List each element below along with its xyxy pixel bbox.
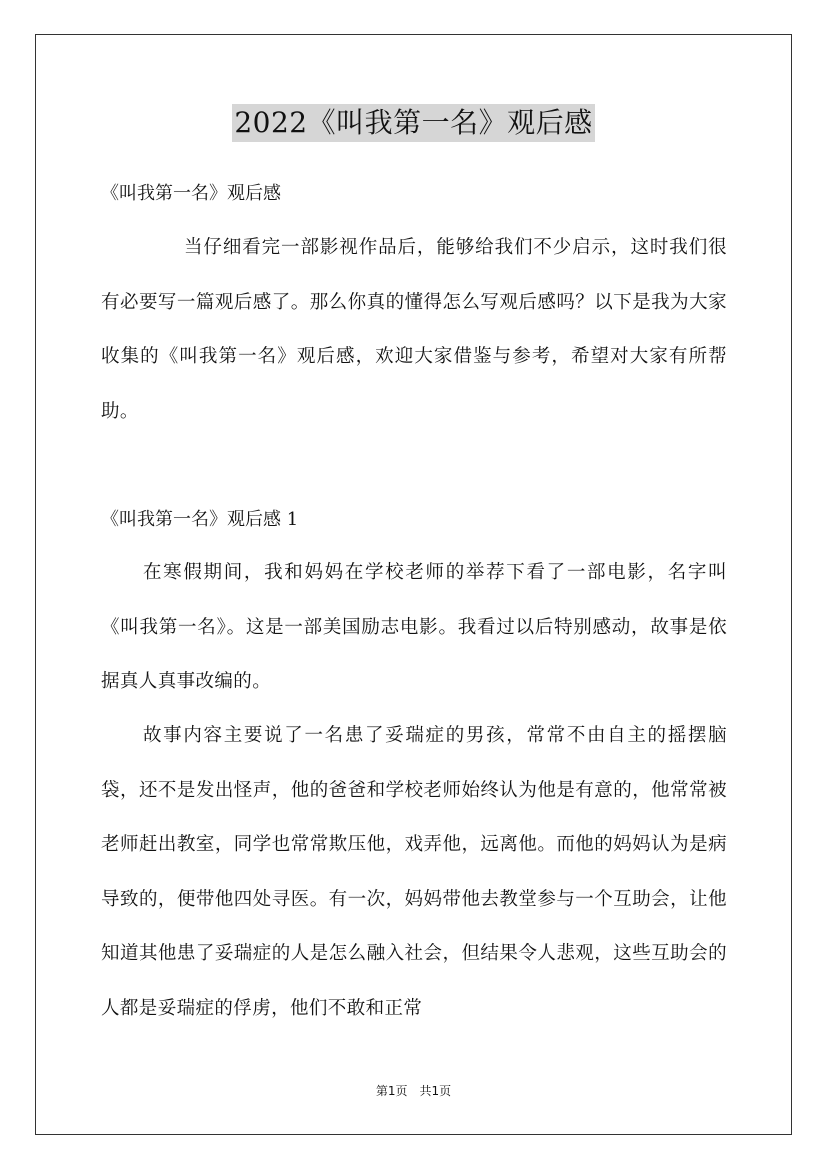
- document-title-text: 2022《叫我第一名》观后感: [232, 104, 594, 142]
- essay-heading: 《叫我第一名》观后感 1: [101, 509, 299, 530]
- body-paragraph-2: 故事内容主要说了一名患了妥瑞症的男孩，常常不由自主的摇摆脑袋，还不是发出怪声，他的爸爸和学校老师始终认为他是有意的，他常常被老师赶出教室，同学也常常欺压他，戏弄他，远离他。而他的妈妈认为是病导致的，便带他四处寻医。有一次，妈妈带他去教堂参与一个互助会，让他知道其他患了妥瑞症的人是怎么融入社会，但结果令人悲观，这些互助会的人都是妥瑞症的俘虏，他们不敢和正常: [101, 725, 727, 1019]
- body-paragraph-1: 在寒假期间，我和妈妈在学校老师的举荐下看了一部电影，名字叫《叫我第一名》。这是一部美国励志电影。我看过以后特别感动，故事是依据真人真事改编的。: [101, 562, 727, 692]
- section-heading: 《叫我第一名》观后感: [101, 183, 281, 204]
- page-footer: [0, 1083, 827, 1099]
- intro-paragraph: 当仔细看完一部影视作品后，能够给我们不少启示，这时我们很有必要写一篇观后感了。那么你真的懂得怎么写观后感吗？以下是我为大家收集的《叫我第一名》观后感，欢迎大家借鉴与参考，希望对大家有所帮助。: [101, 237, 727, 422]
- page-number: 第1页 共1页: [375, 1084, 452, 1098]
- document-title: [0, 104, 827, 142]
